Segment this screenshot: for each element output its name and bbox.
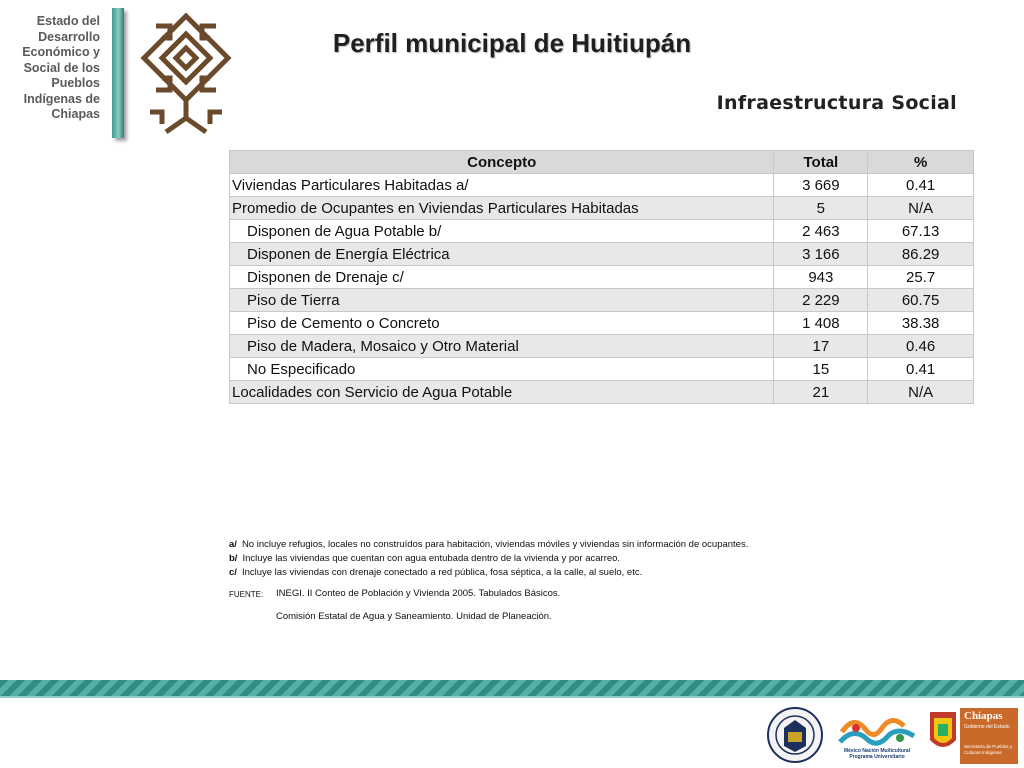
org-title-line: Social de los (23, 60, 100, 75)
cell-total: 17 (774, 335, 868, 358)
table-row (230, 220, 974, 243)
column-header-concepto: Concepto (230, 151, 774, 174)
cell-pct: 67.13 (868, 220, 974, 243)
cell-pct: N/A (868, 197, 974, 220)
footnote-mark: c/ (229, 567, 237, 578)
cell-concepto: Promedio de Ocupantes en Viviendas Particulares Habitadas (230, 197, 774, 220)
cell-concepto: Disponen de Drenaje c/ (230, 266, 774, 289)
chiapas-government-logo (960, 708, 1018, 764)
cell-total: 5 (774, 197, 868, 220)
cell-pct: N/A (868, 381, 974, 404)
table-row (230, 381, 974, 404)
footnote-text: Incluye las viviendas con drenaje conectado a red pública, fosa séptica, a la calle, al suelo, etc. (241, 567, 643, 578)
cell-pct: 25.7 (868, 266, 974, 289)
table-row (230, 174, 974, 197)
unam-seal-logo (766, 706, 824, 764)
cell-total: 2 229 (774, 289, 868, 312)
mexico-multicultural-text: México Nación Multicultural Programa Universitario (843, 748, 911, 760)
footnote (229, 538, 748, 552)
cell-pct: 60.75 (868, 289, 974, 312)
source-line: Comisión Estatal de Agua y Saneamiento. Unidad de Planeación. (276, 611, 552, 622)
page-title: Perfil municipal de Huitiupán (332, 28, 692, 58)
cell-concepto: Localidades con Servicio de Agua Potable (230, 381, 774, 404)
footnote (229, 552, 748, 566)
footnotes (229, 538, 748, 580)
org-title-line: Económico y (22, 45, 100, 59)
table-header-row (230, 151, 974, 174)
column-header-total: Total (774, 151, 868, 174)
footer-pattern-band (0, 680, 1024, 696)
table-row (230, 197, 974, 220)
chiapas-shield-icon (928, 710, 958, 756)
cell-total: 21 (774, 381, 868, 404)
cell-concepto: Disponen de Agua Potable b/ (230, 220, 774, 243)
cell-concepto: Piso de Cemento o Concreto (230, 312, 774, 335)
footnote-text: Incluye las viviendas que cuentan con agua entubada dentro de la vivienda y por acarreo. (242, 553, 621, 564)
cell-pct: 38.38 (868, 312, 974, 335)
cell-pct: 86.29 (868, 243, 974, 266)
footnote-text: No incluye refugios, locales no construídos para habitación, viviendas móviles y viviendas sin información de ocupantes. (241, 539, 749, 550)
table-row (230, 312, 974, 335)
cell-concepto: Piso de Madera, Mosaico y Otro Material (230, 335, 774, 358)
cell-pct: 0.41 (868, 358, 974, 381)
cell-total: 1 408 (774, 312, 868, 335)
cell-total: 3 166 (774, 243, 868, 266)
table-row (230, 335, 974, 358)
cell-concepto: Viviendas Particulares Habitadas a/ (230, 174, 774, 197)
table-row (230, 266, 974, 289)
table-row (230, 243, 974, 266)
org-title-line: Pueblos (51, 76, 100, 90)
footnote (229, 566, 748, 580)
chiapas-logo-subtitle: Gobierno del Estado (964, 724, 1010, 730)
org-title-line: Estado del (36, 14, 100, 28)
org-title-line: Chiapas (51, 107, 100, 121)
footer-divider (0, 696, 1024, 698)
footnote-mark: a/ (229, 539, 237, 550)
cell-concepto: No Especificado (230, 358, 774, 381)
cell-concepto: Disponen de Energía Eléctrica (230, 243, 774, 266)
table-row (230, 358, 974, 381)
section-title: Infraestructura Social (716, 92, 957, 114)
chiapas-logo-department: Secretaría de Pueblos y Culturas Indígenas (964, 744, 1013, 755)
cell-total: 15 (774, 358, 868, 381)
infrastructure-table (229, 150, 974, 404)
column-header-percent: % (868, 151, 974, 174)
cell-concepto: Piso de Tierra (230, 289, 774, 312)
source-label: FUENTE: (229, 590, 264, 599)
table-row (230, 289, 974, 312)
chiapas-logo-name: Chiapas (964, 710, 1003, 722)
cell-total: 2 463 (774, 220, 868, 243)
org-title-line: Desarrollo (38, 29, 100, 44)
org-title-line: Indígenas de (23, 91, 100, 106)
cell-total: 943 (774, 266, 868, 289)
cell-pct: 0.41 (868, 174, 974, 197)
source-line: INEGI. II Conteo de Población y Vivienda 2005. Tabulados Básicos. (276, 588, 561, 599)
footnote-mark: b/ (229, 553, 238, 564)
cell-pct: 0.46 (868, 335, 974, 358)
cell-total: 3 669 (774, 174, 868, 197)
